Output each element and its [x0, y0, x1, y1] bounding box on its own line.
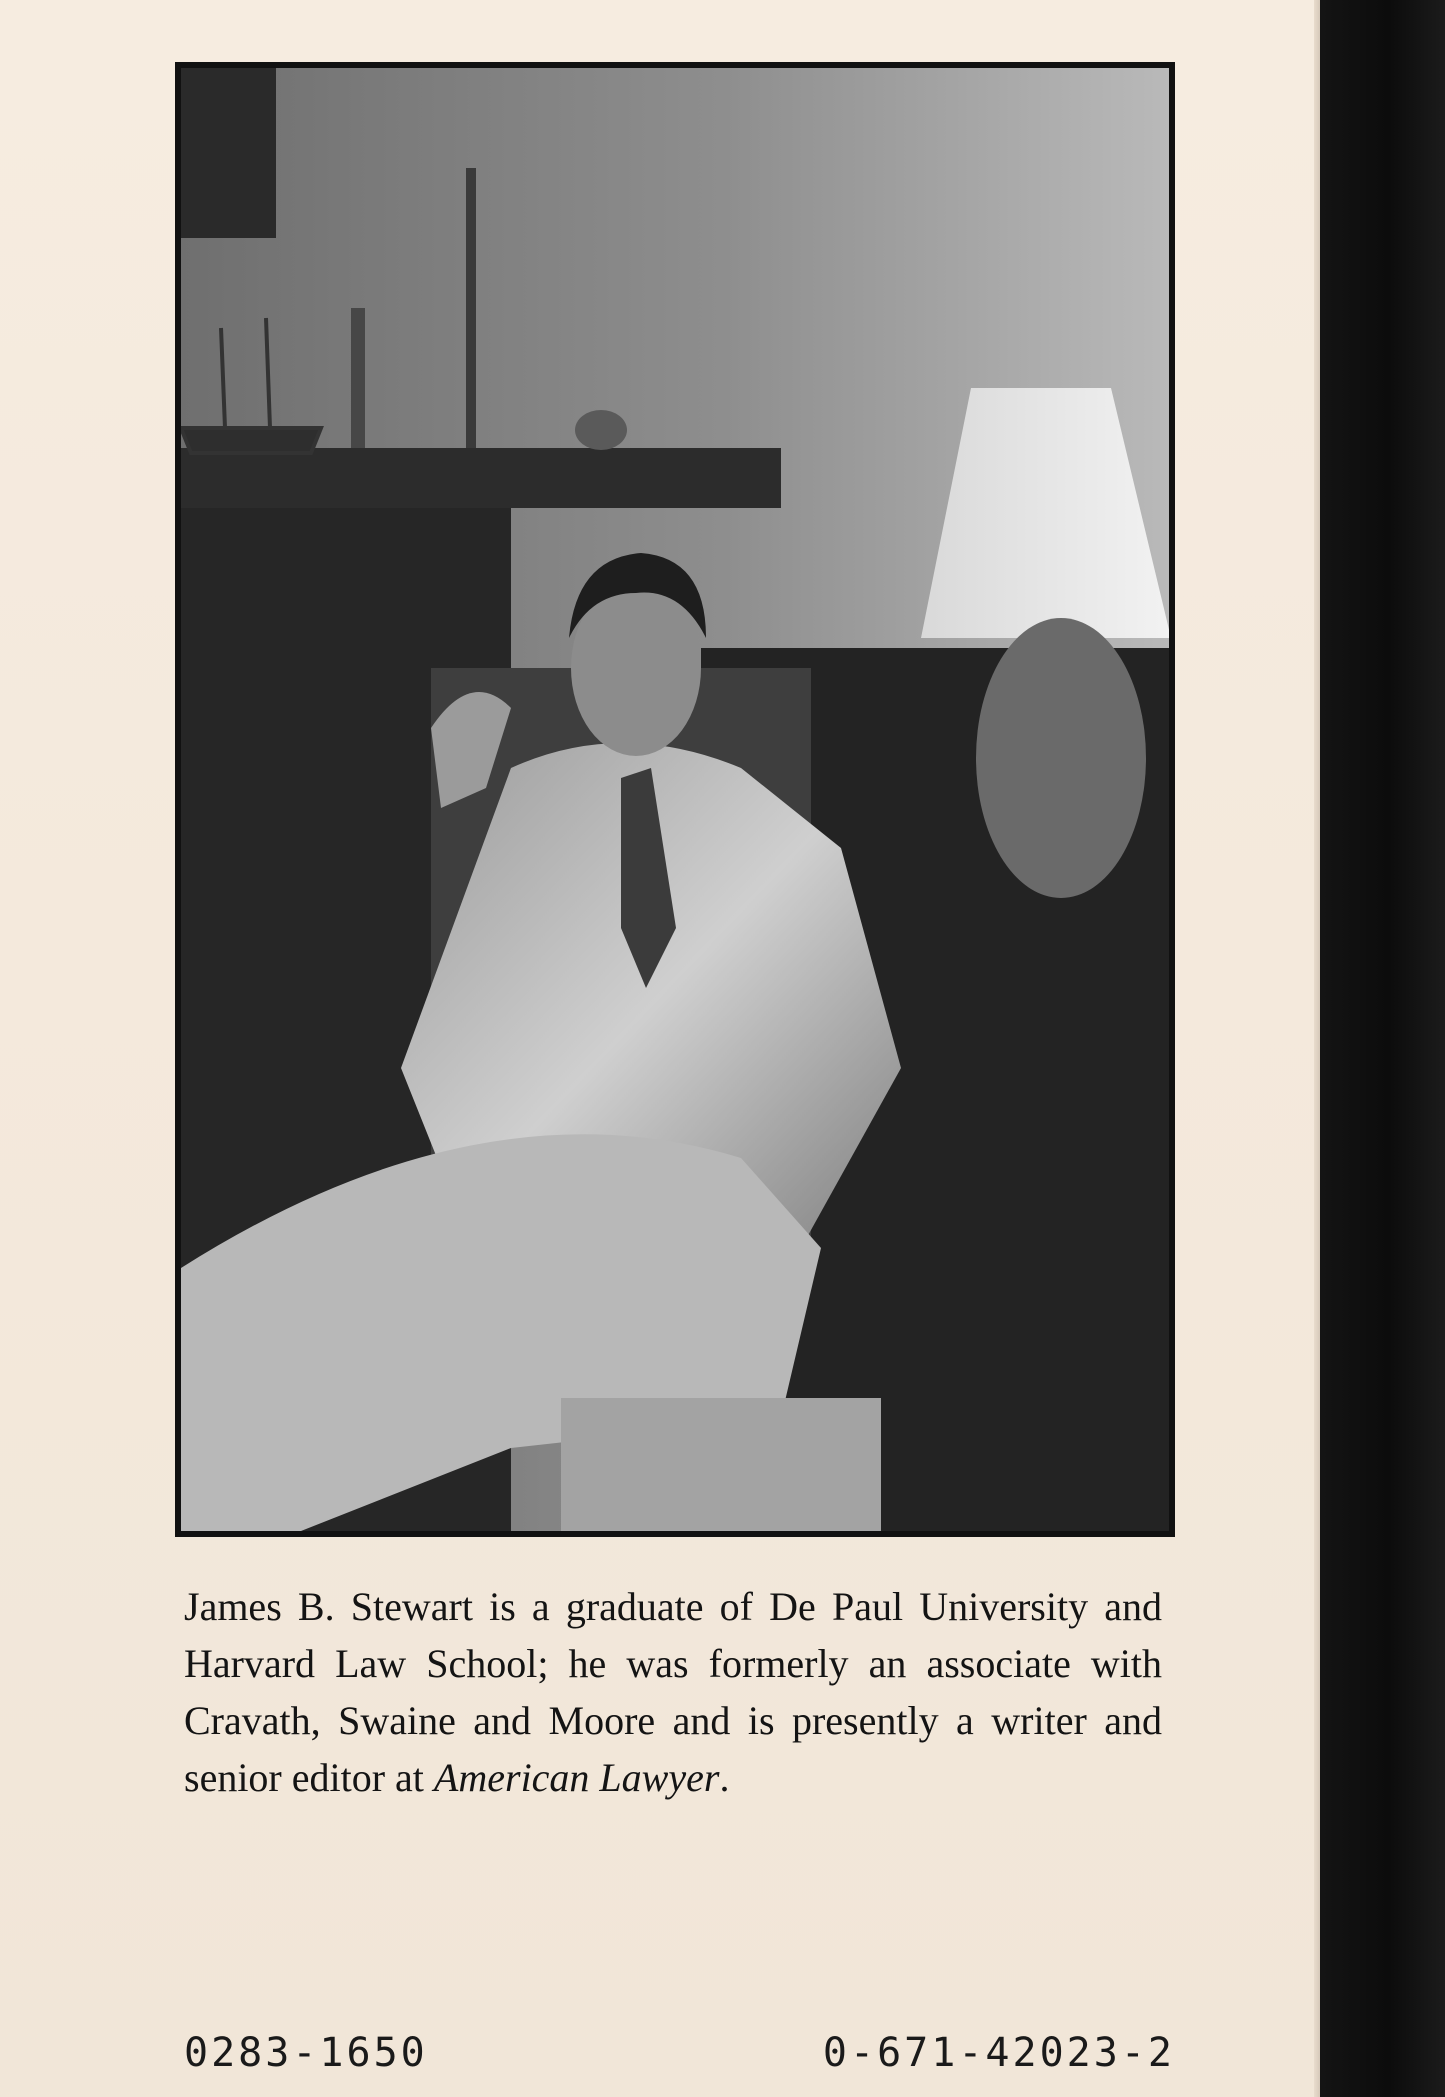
- author-bio-end: .: [719, 1755, 730, 1800]
- picture-frame: [181, 68, 276, 238]
- mantel: [181, 448, 781, 508]
- author-bio-text: James B. Stewart is a graduate of De Paul University and Harvard Law School; he was formerly an associate with Cravath, Swaine and Moore and is presently a writer and senior editor at: [184, 1584, 1162, 1800]
- isbn-code: 0-671-42023-2: [822, 2030, 1175, 2076]
- author-photo-frame: [175, 62, 1175, 1537]
- lamp-base: [976, 618, 1146, 898]
- candle-holder: [351, 308, 365, 448]
- chair-seat: [561, 1398, 881, 1531]
- author-photo: [181, 68, 1169, 1531]
- silver-cup: [575, 410, 627, 450]
- candlestick: [466, 168, 476, 448]
- book-spine: [1320, 0, 1445, 2097]
- publication-name: American Lawyer: [433, 1755, 720, 1800]
- issn-code: 0283-1650: [184, 2030, 428, 2076]
- author-bio: [184, 1578, 1162, 1806]
